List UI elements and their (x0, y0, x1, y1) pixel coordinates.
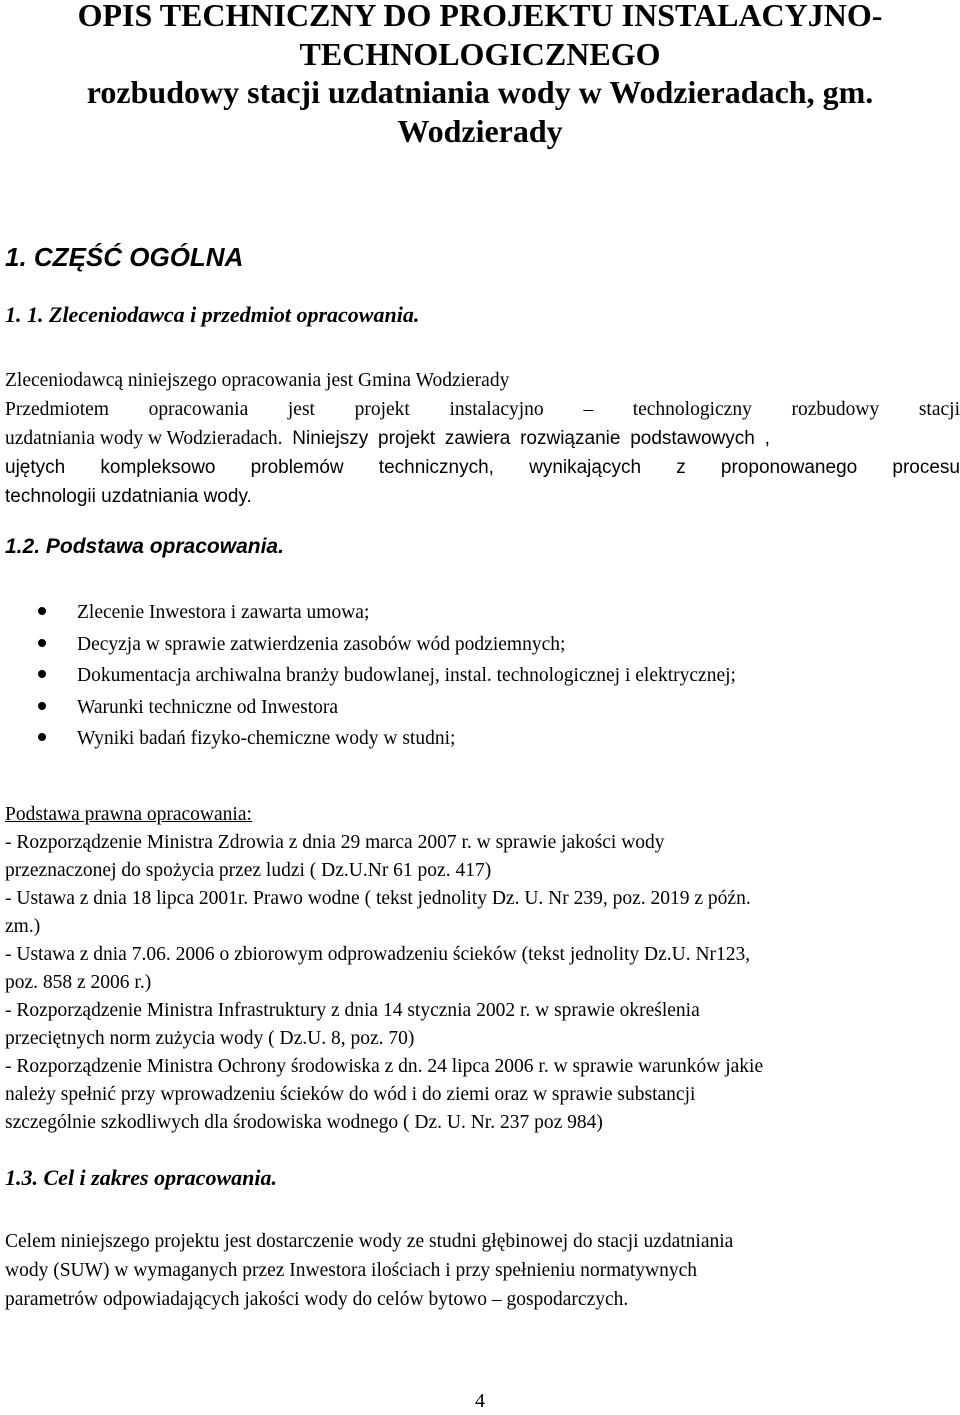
legal-line: - Rozporządzenie Ministra Zdrowia z dnia 29 marca 2007 r. w sprawie jakości wody (5, 832, 665, 853)
legal-line: przeciętnych norm zużycia wody ( Dz.U. 8, poz. 70) (5, 1028, 415, 1049)
list-item (0, 597, 736, 629)
title-line: Wodzierady (397, 112, 563, 149)
bullet-icon (38, 733, 46, 741)
list-item-text: Decyzja w sprawie zatwierdzenia zasobów wód podziemnych; (77, 633, 566, 655)
legal-line: poz. 858 z 2006 r.) (5, 972, 152, 993)
legal-line: przeznaczonej do spożycia przez ludzi ( Dz.U.Nr 61 poz. 417) (5, 860, 492, 881)
paragraph-line: Zleceniodawcą niniejszego opracowania jest Gmina Wodzierady (5, 370, 510, 391)
paragraph-line (5, 424, 960, 453)
legal-line: należy spełnić przy wprowadzeniu ścieków do wód i do ziemi oraz w sprawie substancji (5, 1084, 696, 1105)
client-paragraph (5, 366, 960, 511)
list-item-text: Zlecenie Inwestora i zawarta umowa; (77, 602, 370, 623)
list-item (0, 723, 736, 755)
paragraph-line: ujętych kompleksowo problemów technicznych, wynikających z proponowanego procesu (5, 457, 960, 478)
legal-line: - Rozporządzenie Ministra Ochrony środowiska z dn. 24 lipca 2006 r. w sprawie warunków jakie (5, 1056, 764, 1077)
bullet-icon (38, 702, 46, 710)
legal-line: - Rozporządzenie Ministra Infrastruktury z dnia 14 stycznia 2002 r. w sprawie określenia (5, 1000, 700, 1021)
section-heading-basis: 1.2. Podstawa opracowania. (5, 535, 284, 558)
list-item (0, 660, 736, 692)
list-item-text: Dokumentacja archiwalna branży budowlanej, instal. technologicznej i elektrycznej; (77, 665, 736, 686)
legal-basis-heading: Podstawa prawna opracowania: (5, 804, 252, 825)
basis-bullet-list (0, 597, 736, 755)
paragraph-line: Przedmiotem opracowania jest projekt instalacyjno – technologiczny rozbudowy stacji (5, 399, 960, 420)
legal-line: - Ustawa z dnia 18 lipca 2001r. Prawo wodne ( tekst jednolity Dz. U. Nr 239, poz. 2019 z późn. (5, 888, 751, 909)
scope-paragraph (5, 1227, 960, 1314)
list-item-text: Warunki techniczne od Inwestora (77, 696, 339, 718)
title-line: rozbudowy stacji uzdatniania wody w Wodzieradach, gm. (86, 74, 874, 110)
section-heading-client: 1. 1. Zleceniodawca i przedmiot opracowania. (5, 302, 420, 327)
document-title (0, 0, 960, 150)
paragraph-fragment: Niniejszy projekt zawiera rozwiązanie podstawowych , (282, 428, 770, 449)
legal-line: - Ustawa z dnia 7.06. 2006 o zbiorowym odprowadzeniu ścieków (tekst jednolity Dz.U. Nr123, (5, 944, 751, 965)
paragraph-line: parametrów odpowiadających jakości wody do celów bytowo – gospodarczych. (5, 1289, 629, 1310)
bullet-icon (38, 607, 46, 615)
paragraph-line: technologii uzdatniania wody. (5, 486, 252, 507)
list-item (0, 692, 736, 724)
list-item-text: Wyniki badań fizyko-chemiczne wody w studni; (77, 728, 456, 749)
legal-line: szczególnie szkodliwych dla środowiska wodnego ( Dz. U. Nr. 237 poz 984) (5, 1112, 603, 1133)
paragraph-line: wody (SUW) w wymaganych przez Inwestora ilościach i przy spełnieniu normatywnych (5, 1260, 698, 1281)
section-heading-scope: 1.3. Cel i zakres opracowania. (5, 1165, 277, 1190)
bullet-icon (38, 639, 46, 647)
title-line: TECHNOLOGICZNEGO (299, 35, 661, 72)
title-line: OPIS TECHNICZNY DO PROJEKTU INSTALACYJNO- (77, 0, 883, 33)
paragraph-fragment: uzdatniania wody w Wodzieradach. (5, 428, 283, 449)
paragraph-line: Celem niniejszego projektu jest dostarczenie wody ze studni głębinowej do stacji uzdatniania (5, 1231, 734, 1252)
list-item (0, 629, 736, 661)
section-heading-general: 1. CZĘŚĆ OGÓLNA (5, 242, 244, 272)
bullet-icon (38, 670, 46, 678)
legal-line: zm.) (5, 916, 41, 937)
page-number: 4 (475, 1390, 485, 1412)
legal-basis-block (5, 801, 960, 1137)
